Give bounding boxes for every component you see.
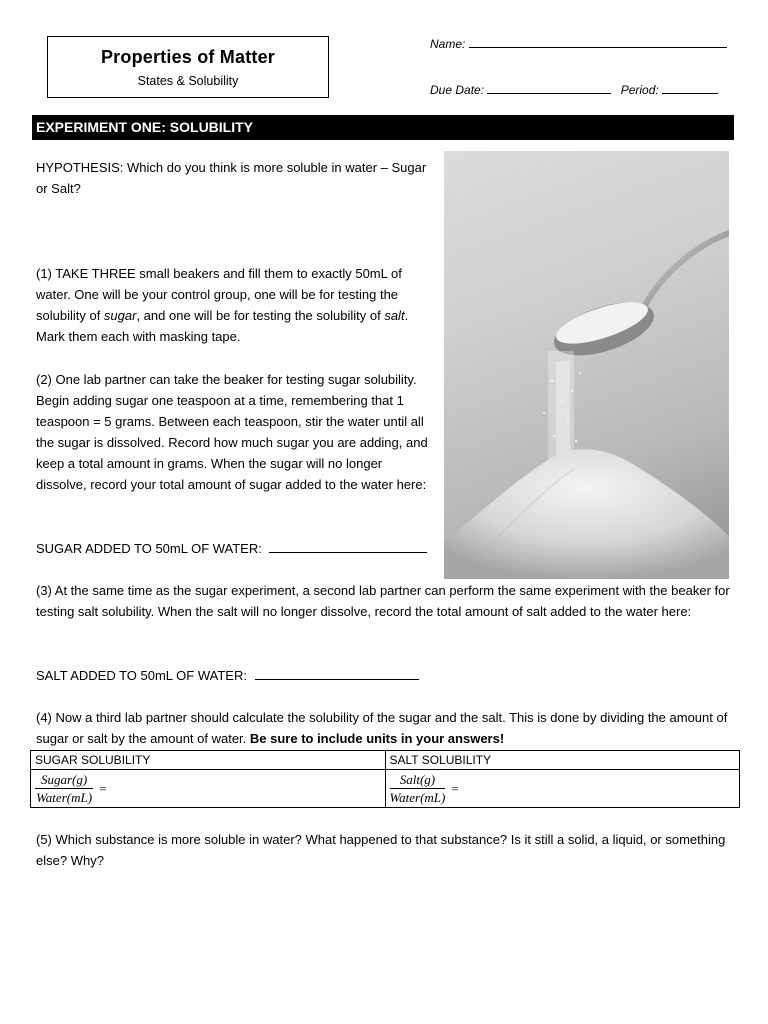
sugar-equals: = <box>99 780 107 796</box>
sugar-added-label: SUGAR ADDED TO 50mL OF WATER: <box>36 541 262 556</box>
step-1-text: (1) TAKE THREE small beakers and fill them to exactly 50mL of water. One will be your control group, one will be for testing the solubility of sugar, and one will be for testing the solubility of salt. Mark them each with masking tape. <box>36 266 409 344</box>
salt-added-label: SALT ADDED TO 50mL OF WATER: <box>36 668 247 683</box>
solubility-table <box>30 750 740 808</box>
sugar-added-field[interactable] <box>36 538 428 559</box>
salt-equals: = <box>451 780 459 796</box>
sugar-solubility-cell[interactable] <box>31 770 386 808</box>
page-subtitle: States & Solubility <box>137 74 239 88</box>
name-blank[interactable] <box>469 47 727 48</box>
step-2-text: (2) One lab partner can take the beaker for testing sugar solubility. Begin adding sugar one teaspoon at a time, remembering that 1 teaspoon = 5 grams. Between each teaspoon, stir the water until all the sugar is dissolved. Record how much sugar you are adding, and keep a total amount in grams. When the sugar will no longer dissolve, record your total amount of sugar added to the water here: <box>36 372 428 492</box>
step-5-text: (5) Which substance is more soluble in water? What happened to that substance? Is it still a solid, a liquid, or something else? Why? <box>36 832 726 868</box>
salt-added-blank[interactable] <box>255 679 419 680</box>
salt-fraction <box>390 771 446 806</box>
period-blank[interactable] <box>662 93 718 94</box>
sugar-emphasis: sugar <box>103 308 137 323</box>
salt-denominator: Water(mL) <box>389 790 446 805</box>
units-reminder: Be sure to include units in your answers! <box>249 731 505 746</box>
salt-added-field[interactable] <box>36 665 736 686</box>
salt-emphasis: salt <box>384 308 405 323</box>
title-box <box>47 36 329 98</box>
step-4-text: (4) Now a third lab partner should calculate the solubility of the sugar and the salt. This is done by dividing the amount of sugar or salt by the amount of water. Be sure to include units in your answers! <box>36 710 728 746</box>
section-banner: EXPERIMENT ONE: SOLUBILITY <box>32 115 734 140</box>
salt-numerator: Salt(g) <box>390 771 446 789</box>
page-title: Properties of Matter <box>100 47 276 67</box>
sugar-numerator: Sugar(g) <box>35 771 93 789</box>
name-field[interactable] <box>430 37 727 51</box>
step-3-text: (3) At the same time as the sugar experiment, a second lab partner can perform the same experiment with the beaker for testing salt solubility. When the salt will no longer dissolve, record the total amount of salt added to the water here: <box>36 583 730 619</box>
sugar-added-blank[interactable] <box>269 552 427 553</box>
due-date-blank[interactable] <box>487 93 611 94</box>
sugar-spoon-illustration <box>444 151 729 579</box>
name-label: Name: <box>430 37 466 51</box>
table-row <box>31 770 740 808</box>
sugar-fraction <box>35 771 93 806</box>
salt-solubility-cell[interactable] <box>385 770 740 808</box>
period-label: Period: <box>620 83 659 97</box>
sugar-solubility-header: SUGAR SOLUBILITY <box>31 751 386 770</box>
due-date-label: Due Date: <box>430 83 485 97</box>
salt-solubility-header: SALT SOLUBILITY <box>385 751 740 770</box>
sugar-denominator: Water(mL) <box>36 790 93 805</box>
hypothesis-text: HYPOTHESIS: Which do you think is more soluble in water – Sugar or Salt? <box>36 160 427 196</box>
due-date-field[interactable] <box>430 83 718 97</box>
sugar-spoon-photo <box>444 151 729 579</box>
table-header-row <box>31 751 740 770</box>
